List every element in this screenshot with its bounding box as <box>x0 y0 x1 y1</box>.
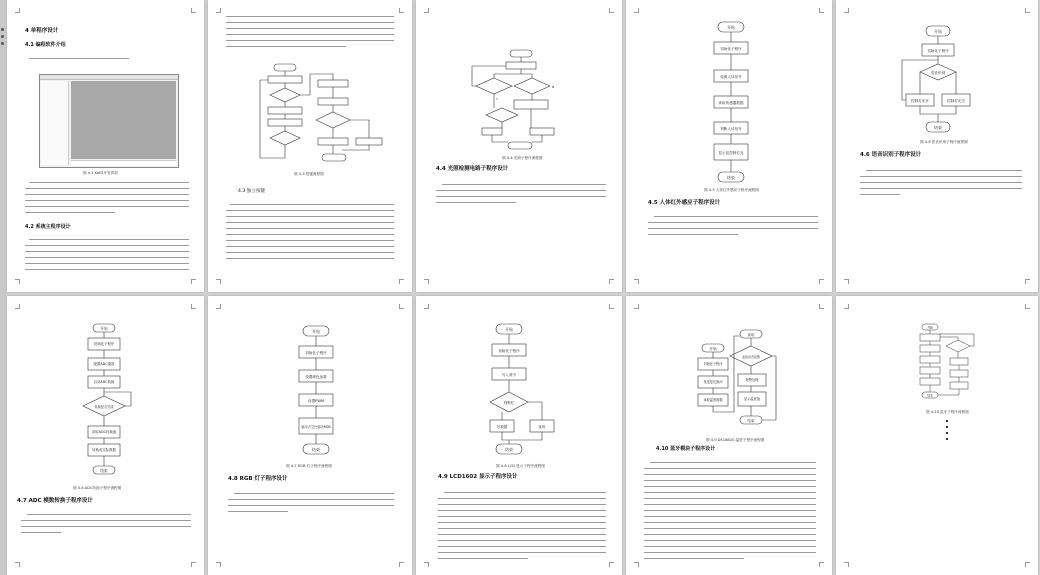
light-flowchart <box>472 48 568 152</box>
corner-mark <box>1025 304 1030 309</box>
corner-mark <box>609 279 614 284</box>
flow-step: 控制灯光关 <box>947 99 965 103</box>
document-page-1[interactable] <box>7 0 204 292</box>
text-line <box>226 28 394 29</box>
bluetooth-flowchart <box>914 322 978 412</box>
flow-start: 开始 <box>312 329 320 334</box>
flow-start: 开始 <box>934 29 942 34</box>
flow-start: 开始 <box>727 25 735 30</box>
text-line <box>644 480 816 481</box>
text-line <box>438 504 606 505</box>
corner-mark <box>844 8 849 13</box>
flow-step: 启动ADC转换 <box>93 380 115 384</box>
figure-caption: 图 4-1 Keil5开发界面 <box>83 171 118 175</box>
text-line <box>644 504 816 505</box>
flow-step: 设置PWM <box>307 399 325 403</box>
text-line <box>438 534 606 535</box>
text-line <box>21 526 191 527</box>
corner-mark <box>1025 279 1030 284</box>
corner-mark <box>216 279 221 284</box>
flow-step: 写入命令 <box>501 373 517 377</box>
corner-mark <box>399 8 404 13</box>
flow-step: 输出占空比驱动RGB <box>301 425 331 429</box>
text-line <box>438 498 606 499</box>
text-line <box>226 252 394 253</box>
text-line <box>438 546 606 547</box>
flow-step: 初始化子程序 <box>720 47 742 51</box>
list-bullet <box>946 420 948 422</box>
section-heading: 4.5 人体红外感应子程序设计 <box>648 200 721 206</box>
chapter-heading: 4 单程序设计 <box>25 28 59 34</box>
text-line <box>438 558 528 559</box>
text-line <box>29 58 129 59</box>
flow-step: 写数据 <box>496 425 508 429</box>
section-heading: 4.3 独立按键 <box>238 189 266 194</box>
text-line <box>228 499 394 500</box>
corner-mark <box>609 8 614 13</box>
corner-mark <box>844 279 849 284</box>
corner-mark <box>424 8 429 13</box>
section-heading: 4.6 语音识别子程序设计 <box>860 152 922 158</box>
text-line <box>436 202 516 203</box>
text-line <box>25 200 189 201</box>
text-line <box>644 528 816 529</box>
flow-end: 结束 <box>727 175 735 180</box>
text-line <box>644 510 816 511</box>
text-line <box>644 492 816 493</box>
flow-decision: 判断忙 <box>503 401 515 405</box>
corner-mark <box>15 304 20 309</box>
text-line <box>25 194 189 195</box>
text-line <box>644 552 816 553</box>
flow-step: 发送复位脉冲 <box>703 380 723 384</box>
text-line <box>226 40 394 41</box>
figure-caption: 图 4-10 蓝牙子程序流程图 <box>926 410 969 414</box>
flow-step: 延时 <box>538 425 546 429</box>
text-line <box>25 206 189 207</box>
document-page-5[interactable] <box>836 0 1038 292</box>
figure-caption: 图 4-3 按键流程图 <box>294 172 324 176</box>
text-line <box>27 514 191 515</box>
section-heading: 4.7 ADC 模数转换子程序设计 <box>17 498 93 504</box>
text-line <box>228 511 288 512</box>
corner-mark <box>424 562 429 567</box>
text-line <box>21 532 61 533</box>
corner-mark <box>424 279 429 284</box>
text-line <box>226 222 394 223</box>
text-line <box>644 468 816 469</box>
flow-step: 初始化子程序 <box>703 362 723 366</box>
text-line <box>438 540 606 541</box>
corner-mark <box>399 304 404 309</box>
flow-step: 转换成实际数据 <box>92 448 116 452</box>
no-label: N <box>552 85 555 89</box>
document-page-4[interactable] <box>626 0 832 292</box>
text-line <box>25 269 189 270</box>
flow-end: 结束 <box>100 468 108 473</box>
document-page-3[interactable] <box>416 0 622 292</box>
pir-flowchart <box>710 20 752 184</box>
text-line <box>644 546 816 547</box>
text-line <box>226 234 394 235</box>
figure-caption: 图 4-5 人体红外感应子程序流程图 <box>704 188 759 192</box>
rgb-flowchart <box>294 324 338 458</box>
corner-mark <box>844 304 849 309</box>
text-line <box>644 540 816 541</box>
flow-step: 读取 <box>747 333 755 337</box>
section-heading: 4.1 编程软件介绍 <box>25 42 66 48</box>
flow-start: 开始 <box>505 327 513 332</box>
flow-start: 开始 <box>927 325 933 330</box>
flow-decision: 转换是否完成 <box>94 405 114 409</box>
corner-mark <box>15 279 20 284</box>
lcd-flowchart <box>482 322 562 458</box>
corner-mark <box>191 304 196 309</box>
corner-mark <box>819 562 824 567</box>
text-line <box>442 184 606 185</box>
flow-start: 开始 <box>100 326 108 331</box>
corner-mark <box>424 304 429 309</box>
flow-step: 检测人体信号 <box>720 75 742 79</box>
text-line <box>644 534 816 535</box>
flow-step: 显示温度值 <box>744 397 760 401</box>
flow-start: 开始 <box>709 347 717 351</box>
text-line <box>25 251 189 252</box>
text-line <box>648 234 738 235</box>
corner-mark <box>216 562 221 567</box>
corner-mark <box>634 562 639 567</box>
text-line <box>29 239 189 240</box>
document-page-7[interactable] <box>208 296 412 575</box>
text-line <box>226 258 394 259</box>
text-line <box>234 493 394 494</box>
text-line <box>654 216 818 217</box>
corner-mark <box>15 8 20 13</box>
flow-end: 结束 <box>505 447 513 452</box>
text-line <box>228 505 394 506</box>
section-heading: 4.8 RGB 灯子程序设计 <box>228 476 288 482</box>
flow-step: 报警处理 <box>745 378 759 382</box>
text-line <box>644 474 816 475</box>
flow-end: 结束 <box>312 447 320 452</box>
text-line <box>226 240 394 241</box>
text-line <box>644 498 816 499</box>
flow-end: 结束 <box>934 125 942 130</box>
document-page-8[interactable] <box>416 296 622 575</box>
key-flowchart <box>256 60 391 168</box>
section-heading: 4.10 蓝牙模块子程序设计 <box>656 446 716 452</box>
document-page-2[interactable] <box>208 0 412 292</box>
text-line <box>644 522 816 523</box>
corner-mark <box>399 279 404 284</box>
flow-end: 结束 <box>927 393 933 398</box>
text-line <box>29 182 189 183</box>
ds18b20-flowchart <box>694 328 778 432</box>
corner-mark <box>634 279 639 284</box>
document-page-6[interactable] <box>7 296 204 575</box>
text-line <box>644 516 816 517</box>
figure-caption: 图 4-7 RGB 灯子程序流程图 <box>286 464 332 468</box>
text-line <box>444 492 606 493</box>
text-line <box>866 170 1022 171</box>
corner-mark <box>216 304 221 309</box>
section-heading: 4.2 系统主程序设计 <box>25 224 71 230</box>
flow-step: 读取ADC转换值 <box>91 430 117 434</box>
text-line <box>226 34 394 35</box>
yes-label: Y <box>496 97 498 101</box>
corner-mark <box>216 8 221 13</box>
text-line <box>650 462 816 463</box>
text-line <box>438 516 606 517</box>
text-line <box>230 204 394 205</box>
flow-decision: 温度是否报警 <box>741 355 761 359</box>
corner-mark <box>634 8 639 13</box>
corner-mark <box>609 304 614 309</box>
text-line <box>436 196 606 197</box>
text-line <box>860 182 1022 183</box>
flow-step: 读取传感器数据 <box>718 101 744 105</box>
flow-step: 判断人体信号 <box>720 127 742 131</box>
list-bullet <box>946 438 948 440</box>
text-line <box>21 520 191 521</box>
left-panel-strip <box>0 0 6 575</box>
flow-step: 设置颜色参数 <box>305 375 327 379</box>
text-line <box>25 188 189 189</box>
text-line <box>226 210 394 211</box>
text-line <box>438 552 606 553</box>
text-line <box>438 528 606 529</box>
panel-handle-icon[interactable] <box>1 28 5 49</box>
corner-mark <box>819 279 824 284</box>
corner-mark <box>191 279 196 284</box>
corner-mark <box>609 562 614 567</box>
corner-mark <box>399 562 404 567</box>
flow-decision: 语音识别 <box>930 71 946 75</box>
text-line <box>226 216 394 217</box>
text-line <box>25 245 189 246</box>
figure-caption: 图 4-6 ADC转换子程序流程图 <box>73 486 122 490</box>
text-line <box>25 263 189 264</box>
document-page-9[interactable] <box>626 296 832 575</box>
figure-caption: 图 4-8 LCD 显示子程序流程图 <box>496 464 545 468</box>
flow-step: 初始化子程序 <box>93 342 115 346</box>
text-line <box>226 228 394 229</box>
text-line <box>648 222 818 223</box>
text-line <box>860 194 900 195</box>
flow-step: 初始化子程序 <box>305 351 327 355</box>
flow-step: 初始化子程序 <box>927 49 949 53</box>
text-line <box>226 22 394 23</box>
document-page-10[interactable] <box>836 296 1038 575</box>
text-line <box>644 558 744 559</box>
flow-end: 结束 <box>747 419 755 423</box>
text-line <box>25 257 189 258</box>
software-screenshot <box>39 74 179 168</box>
text-line <box>226 246 394 247</box>
corner-mark <box>819 304 824 309</box>
corner-mark <box>844 562 849 567</box>
text-line <box>226 16 394 17</box>
figure-caption: 图 4-9 DS18B20 温度子程序流程图 <box>706 438 765 442</box>
figure-caption: 图 4-6 语音识别子程序流程图 <box>920 140 968 144</box>
text-line <box>644 486 816 487</box>
section-heading: 4.9 LCD1602 显示子程序设计 <box>438 474 518 480</box>
section-heading: 4.4 光照检测电路子程序设计 <box>436 166 509 172</box>
corner-mark <box>15 562 20 567</box>
corner-mark <box>1025 562 1030 567</box>
list-bullet <box>946 426 948 428</box>
text-line <box>860 176 1022 177</box>
corner-mark <box>1025 8 1030 13</box>
figure-caption: 图 4-4 光照子程序流程图 <box>502 156 543 160</box>
corner-mark <box>634 304 639 309</box>
list-bullet <box>946 432 948 434</box>
text-line <box>860 188 1022 189</box>
flow-step: 控制灯光开 <box>911 99 929 103</box>
text-line <box>226 46 346 47</box>
flow-step: 初始化子程序 <box>498 349 520 353</box>
corner-mark <box>191 8 196 13</box>
text-line <box>438 510 606 511</box>
text-line <box>648 228 818 229</box>
flow-step: 配置ADC通道 <box>93 362 115 366</box>
text-line <box>438 522 606 523</box>
corner-mark <box>819 8 824 13</box>
flow-step: 读取温度数据 <box>703 398 723 402</box>
adc-flowchart <box>73 322 135 480</box>
flow-step: 显示及控制灯光 <box>718 151 744 155</box>
text-line <box>25 212 115 213</box>
text-line <box>436 190 606 191</box>
voice-flowchart <box>902 24 974 136</box>
corner-mark <box>191 562 196 567</box>
